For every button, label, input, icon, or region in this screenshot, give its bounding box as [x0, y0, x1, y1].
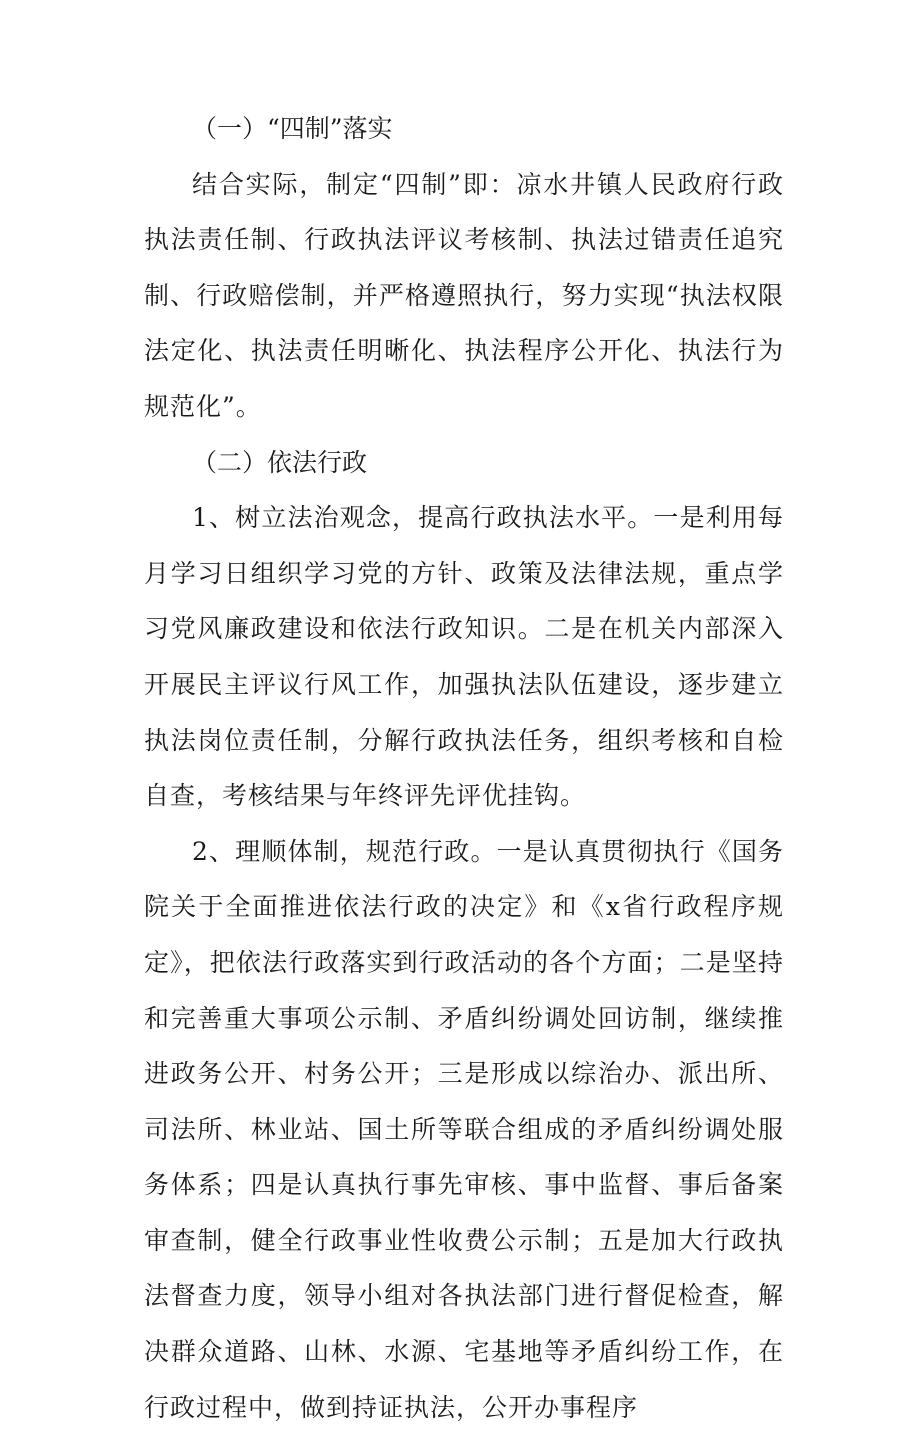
section-2-item-1: 1、树立法治观念，提高行政执法水平。一是利用每月学习日组织学习党的方针、政策及法律法规，重点学习党风廉政建设和依法行政知识。二是在机关内部深入开展民主评议行风工作，加强执法队伍建设，逐步建立执法岗位责任制，分解行政执法任务，组织考核和自检自查，考核结果与年终评先评优挂钩。	[144, 503, 784, 811]
section-2-heading: （二）依法行政	[192, 447, 368, 477]
document-body	[144, 101, 784, 1435]
section-1-paragraph: 结合实际，制定“四制”即：凉水井镇人民政府行政执法责任制、行政执法评议考核制、执法过错责任追究制、行政赔偿制，并严格遵照执行，努力实现“执法权限法定化、执法责任明晰化、执法程序公开化、执法行为规范化”。	[144, 169, 784, 421]
section-1-heading: （一）“四制”落实	[192, 114, 393, 143]
section-2-item-2: 2、理顺体制，规范行政。一是认真贯彻执行《国务院关于全面推进依法行政的决定》和《x省行政程序规定》，把依法行政落实到行政活动的各个方面；二是坚持和完善重大事项公示制、矛盾纠纷调处回访制，继续推进政务公开、村务公开；三是形成以综治办、派出所、司法所、林业站、国土所等联合组成的矛盾纠纷调处服务体系；四是认真执行事先审核、事中监督、事后备案审查制，健全行政事业性收费公示制；五是加大行政执法督查力度，领导小组对各执法部门进行督促检查，解决群众道路、山林、水源、宅基地等矛盾纠纷工作，在行政过程中，做到持证执法，公开办事程序	[144, 836, 784, 1422]
